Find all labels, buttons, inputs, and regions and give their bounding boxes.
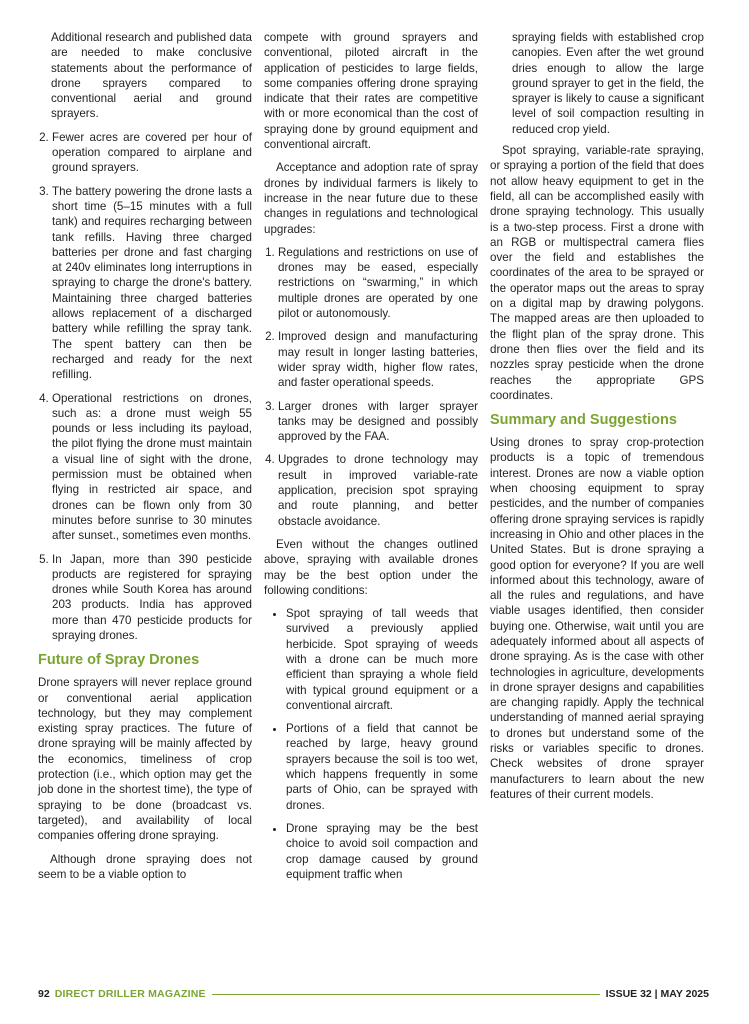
paragraph: Using drones to spray crop-protection products is a topic of tremendous interest. Drones are now a viable option when choosing equipment to spray pesticides, and the number of companies offering drone spraying services is rapidly increasing in Ohio and other places in the United States. But is drone spraying a good option for everyone? If you are well informed about this technology, aware of all the rules and regulations, and have viable usages identified, then consider buying one. Otherwise, wait until you are adequately informed about all aspects of drone spraying. As is the case with other technologies in agriculture, developments in drone sprayer designs and capabilities are changing rapidly. Apply the technical understanding of manned aerial spraying to drones but understand some of the risks or variables specific to drones. Check websites of drone sprayer manufacturers to learn about the new features of their current models. <box>490 436 704 801</box>
footer-rule <box>212 994 600 995</box>
list-item: 3. Larger drones with larger sprayer tanks may be designed and possibly approved by the FAA. <box>278 399 478 445</box>
paragraph: Spot spraying, variable-rate spraying, or spraying a portion of the field that does not allow heavy equipment to get in the field, all can be accomplished easily with drone spraying technology. This usually is a two-step process. First a drone with an RGB or multispectral camera flies over the field and establishes the coordinates of the area to be sprayed or the operator maps out the areas to spray on a digital map by drawing polygons. The mapped areas are then uploaded to the flight plan of the spray drone. This drone then flies over the field and its nozzles spray pesticide when the drone reaches the appropriate GPS coordinates. <box>490 144 704 402</box>
list-item: 4. Upgrades to drone technology may result in improved variable-rate application, precision spot spraying and route planning, and better obstacle avoidance. <box>278 452 478 528</box>
paragraph: compete with ground sprayers and conventional, piloted aircraft in the application of pesticides to large fields, some companies offering drone spraying indicate that their rates are competitive with or more economical than the cost of spraying done by ground equipment and conventional aircraft. <box>264 31 478 152</box>
bullet-item: • Portions of a field that cannot be reached by large, heavy ground sprayers because the soil is too wet, which happens frequently in some parts of Ohio, can be sprayed with drones. <box>286 721 478 813</box>
list-item: 3. The battery powering the drone lasts a short time (5–15 minutes with a full tank) and requires recharging between tank refills. Having three charged batteries per drone and fast charging at 240v eliminates long interruptions in spraying to charge the drone's battery. Maintaining three charged batteries allows replacement of a discharged battery while refilling the spray tank. The spent battery can then be recharged and ready for the next refilling. <box>52 184 252 383</box>
column-3 <box>490 30 704 810</box>
list-item: 1. Regulations and restrictions on use of drones may be eased, especially restrictions on “swarming,” in which multiple drones are operated by one pilot or autonomously. <box>278 245 478 321</box>
column-2 <box>264 30 478 890</box>
list-item: 4. Operational restrictions on drones, such as: a drone must weigh 55 pounds or less including its payload, the pilot flying the drone must maintain a visual line of sight with the drone, permission must be obtained when flying in restricted air space, and drones can be flown only from 30 minutes before sunrise to 30 minutes after sunset., sometimes even months. <box>52 391 252 544</box>
bullet-item: • Spot spraying of tall weeds that survived a previously applied herbicide. Spot spraying of weeds with a drone can be much more efficient than spraying a whole field with typical ground equipment or a conventional aircraft. <box>286 606 478 713</box>
conditions-list <box>264 606 478 882</box>
magazine-name: DIRECT DRILLER MAGAZINE <box>54 988 206 1000</box>
paragraph: Even without the changes outlined above, spraying with available drones may be the best option under the following conditions: <box>264 537 478 597</box>
list-item: 5. In Japan, more than 390 pesticide products are registered for spraying drones while South Korea has around 203 products. India has approved more than 470 pesticide products for spraying drones. <box>52 552 252 644</box>
upgrades-list <box>264 245 478 529</box>
paragraph: Drone sprayers will never replace ground or conventional aerial application technology, but they may complement existing spray practices. The future of drone spraying will be mainly affected by the economics, timeliness of crop protection (i.e., which option may get the job done in the shortest time), the type of spraying to be done (broadcast vs. targeted), and availability of local companies offering drone spraying. <box>38 676 252 843</box>
list-item-continuation: Additional research and published data are needed to make conclusive statements about the performance of drone sprayers compared to conventional aerial and ground sprayers. <box>51 31 252 121</box>
page-footer <box>38 986 709 1002</box>
section-heading-future: Future of Spray Drones <box>38 652 200 669</box>
column-1 <box>38 30 252 890</box>
limitations-list <box>38 130 252 644</box>
bullet-continuation: spraying fields with established crop canopies. Even after the wet ground dries enough to allow the large ground sprayer to get in the field, the sprayer is likely to cause a significant level of soil compaction resulting in reduced crop yield. <box>512 31 704 136</box>
page-number: 92 <box>38 988 50 1000</box>
list-item: 2. Improved design and manufacturing may result in longer lasting batteries, wider spray width, higher flow rates, and faster operational speeds. <box>278 329 478 390</box>
issue-date: ISSUE 32 | MAY 2025 <box>605 988 709 1000</box>
paragraph: Acceptance and adoption rate of spray drones by individual farmers is likely to increase in the near future due to these changes in regulations and technological upgrades: <box>264 161 478 236</box>
bullet-item: • Drone spraying may be the best choice to avoid soil compaction and crop damage caused by ground equipment traffic when <box>286 821 478 882</box>
paragraph: Although drone spraying does not seem to be a viable option to <box>38 852 252 881</box>
list-item: 2. Fewer acres are covered per hour of operation compared to airplane and ground sprayers. <box>52 130 252 176</box>
section-heading-summary: Summary and Suggestions <box>490 412 677 429</box>
